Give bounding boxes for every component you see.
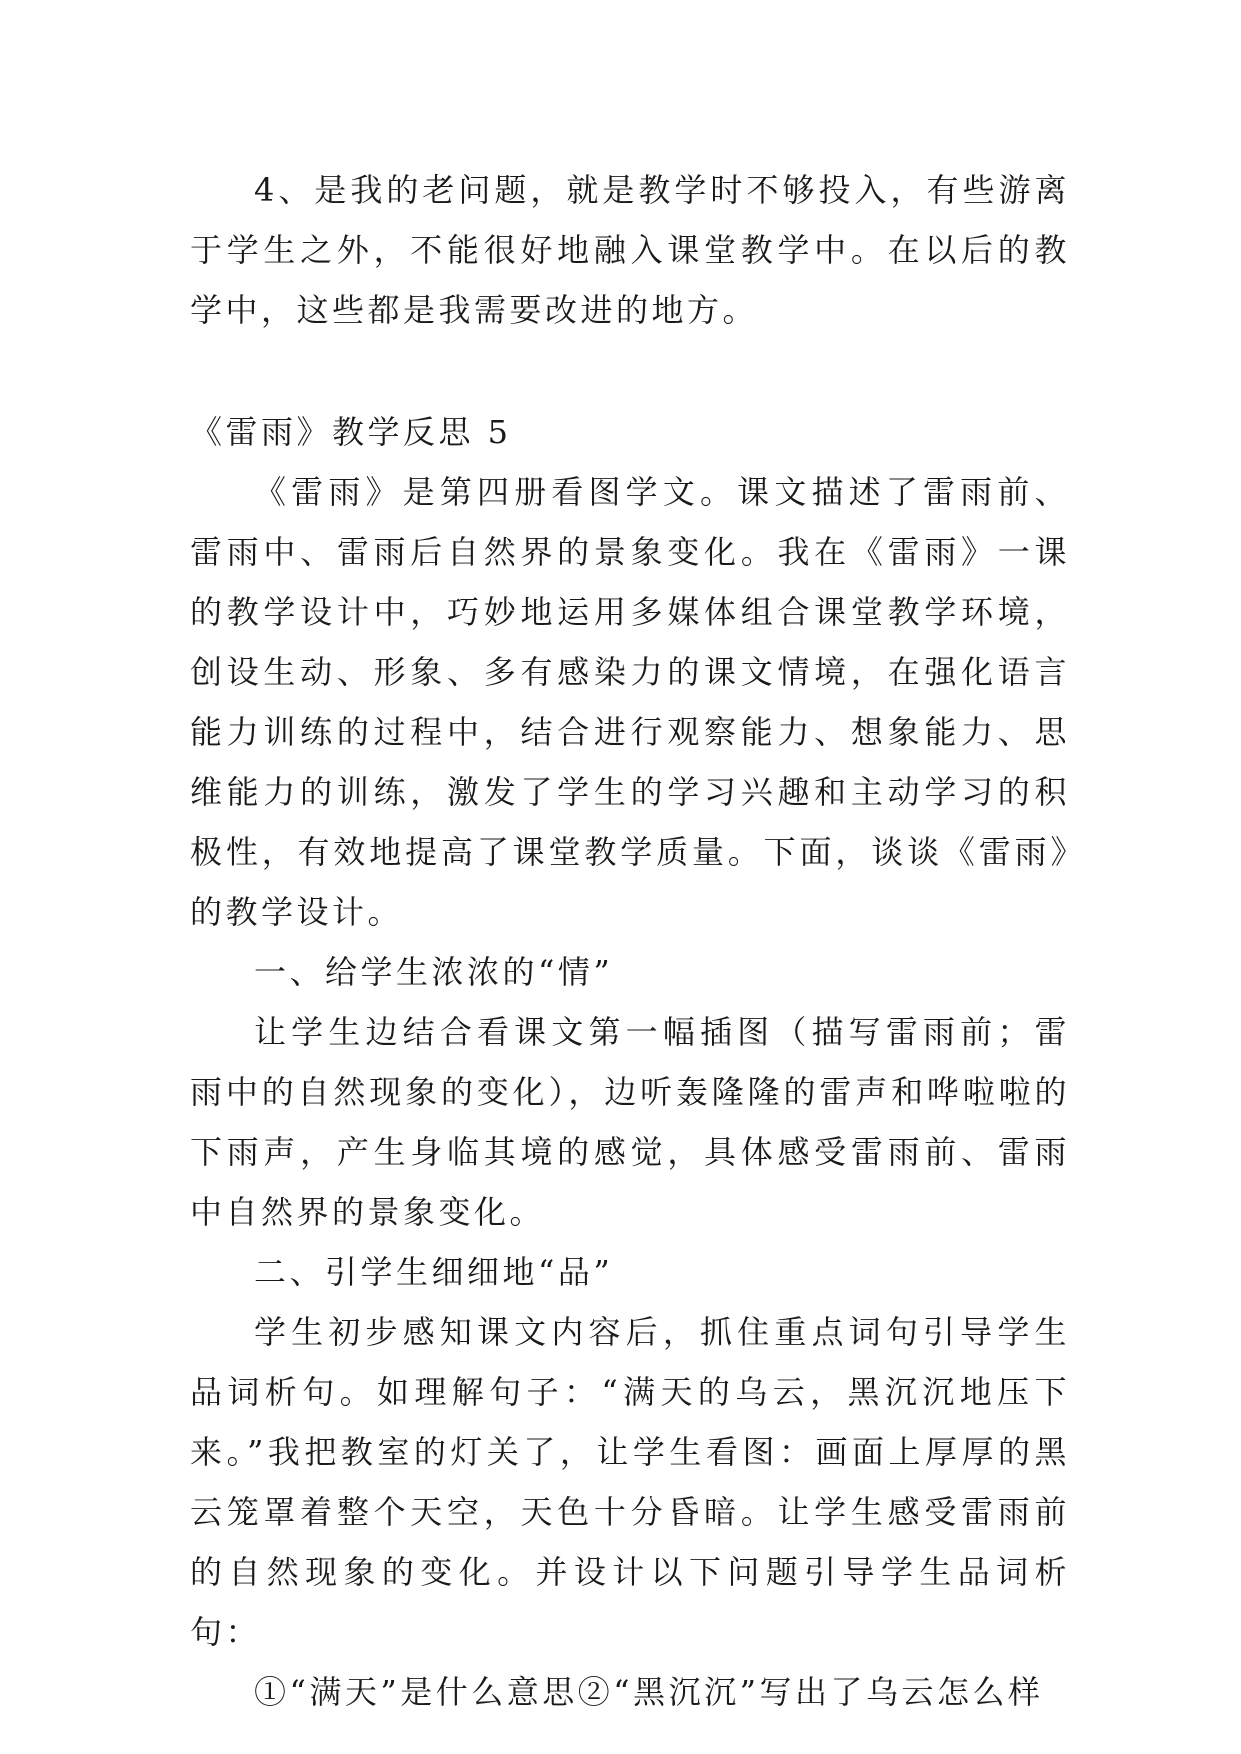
subheading-savor: 二、引学生细细地“品” [254, 1253, 614, 1291]
paragraph-savor: 学生初步感知课文内容后，抓住重点词句引导学生品词析句。如理解句子：“满天的乌云，黑沉沉地压下来。”我把教室的灯关了，让学生看图：画面上厚厚的黑云笼罩着整个天空，天色十分昏暗。让学生感受雷雨前的自然现象的变化。并设计以下问题引导学生品词析句： [190, 1313, 1070, 1651]
intro-paragraph: 4、是我的老问题，就是教学时不够投入，有些游离于学生之外，不能很好地融入课堂教学中。在以后的教学中，这些都是我需要改进的地方。 [190, 171, 1070, 329]
section-title: 《雷雨》教学反思 5 [190, 413, 512, 451]
paragraph-questions: ①“满天”是什么意思②“黑沉沉”写出了乌云怎么样 [254, 1673, 1044, 1711]
paragraph-emotion: 让学生边结合看课文第一幅插图（描写雷雨前；雷雨中的自然现象的变化），边听轰隆隆的雷声和哗啦啦的下雨声，产生身临其境的感觉，具体感受雷雨前、雷雨中自然界的景象变化。 [190, 1013, 1070, 1231]
subheading-emotion: 一、给学生浓浓的“情” [254, 953, 614, 991]
document-body [190, 160, 1070, 1722]
paragraph-overview: 《雷雨》是第四册看图学文。课文描述了雷雨前、雷雨中、雷雨后自然界的景象变化。我在《雷雨》一课的教学设计中，巧妙地运用多媒体组合课堂教学环境，创设生动、形象、多有感染力的课文情境，在强化语言能力训练的过程中，结合进行观察能力、想象能力、思维能力的训练，激发了学生的学习兴趣和主动学习的积极性，有效地提高了课堂教学质量。下面，谈谈《雷雨》的教学设计。 [190, 473, 1070, 931]
